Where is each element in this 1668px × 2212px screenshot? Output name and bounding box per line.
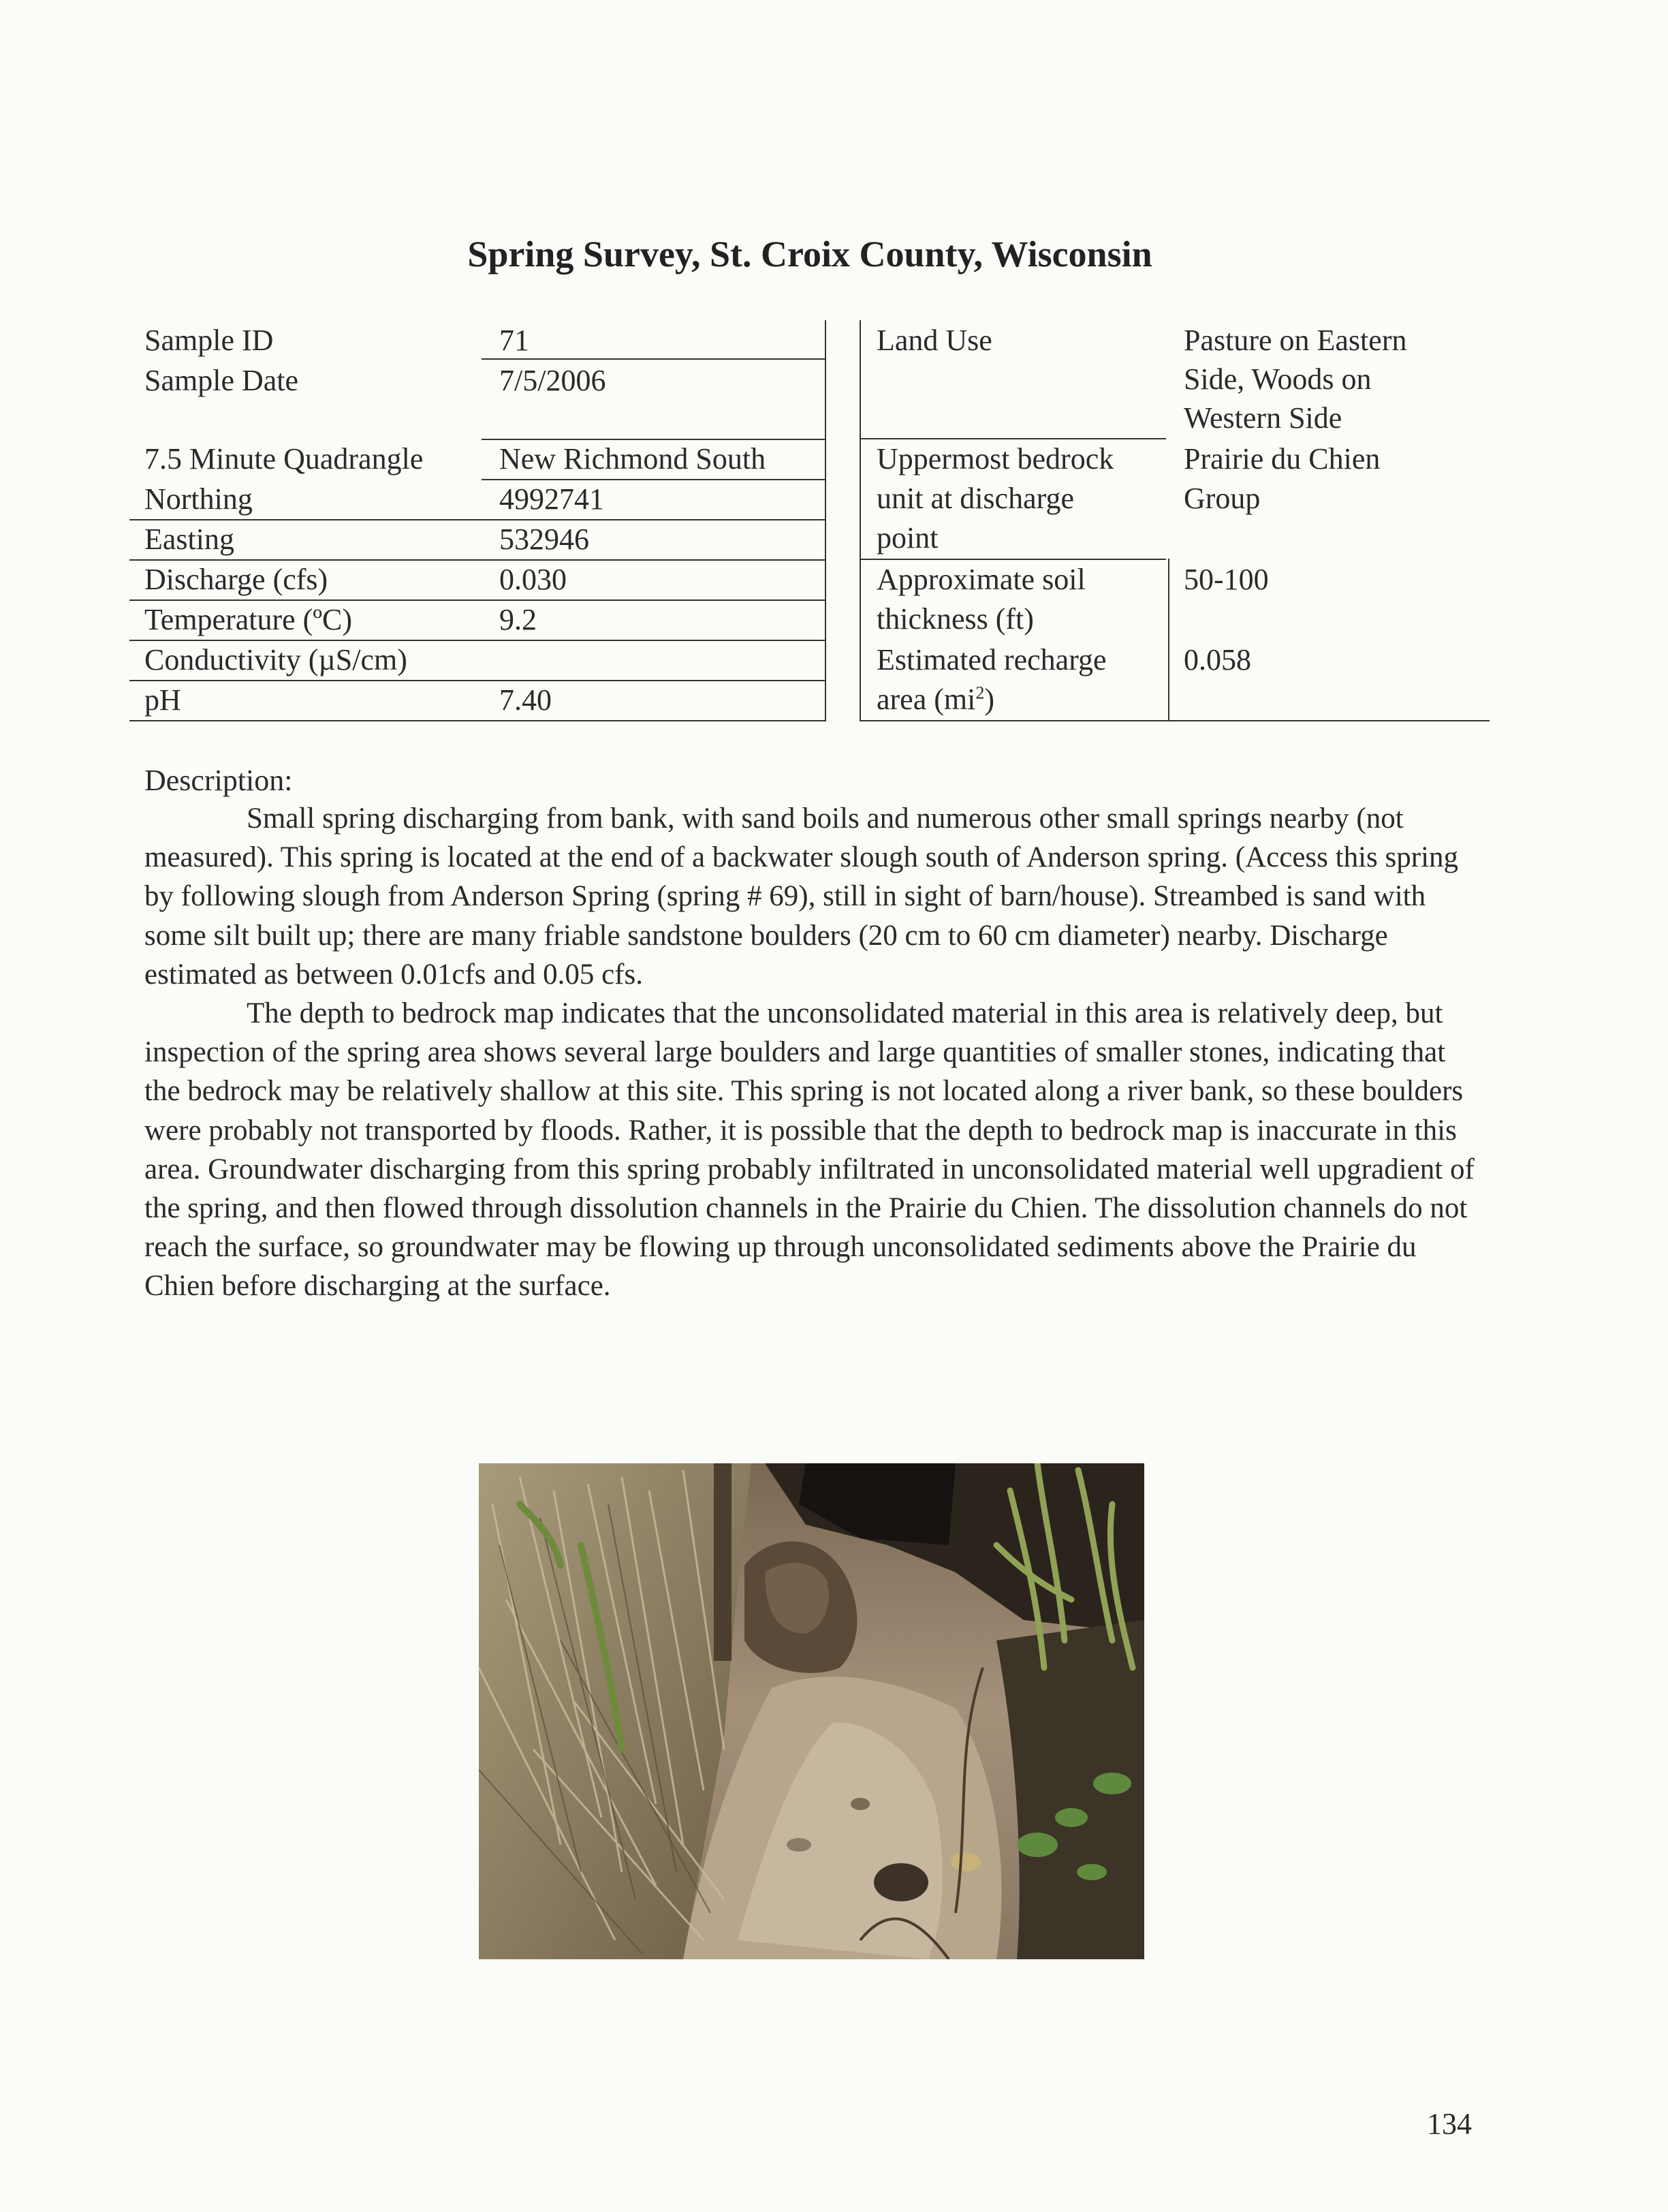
sample-id-label: Sample ID xyxy=(144,324,274,357)
description-paragraph: The depth to bedrock map indicates that the unconsolidated material in this area is relatively deep, but inspection of the spring area shows several large boulders and large quantities of smaller stones, indicating that the bedrock may be relatively shallow at this site. This spring is not located along a river bank, so these boulders were probably not transported by floods. Rather, it is possible that the depth to bedrock map is inaccurate in this area. Groundwater discharging from this spring probably infiltrated in unconsolidated material well upgradient of the spring, and then flowed through dissolution channels in the Prairie du Chien. The dissolution channels do not reach the surface, so groundwater may be flowing up through unconsolidated sediments above the Prairie du Chien before discharging at the surface. xyxy=(144,997,1475,1303)
row-divider xyxy=(129,519,826,520)
sample-date-label: Sample Date xyxy=(144,364,299,397)
column-divider xyxy=(825,320,826,721)
easting-value: 532946 xyxy=(499,523,589,556)
ph-value: 7.40 xyxy=(499,683,552,717)
row-divider xyxy=(482,439,826,440)
row-divider xyxy=(482,479,826,480)
quadrangle-value: New Richmond South xyxy=(499,442,766,476)
quadrangle-label: 7.5 Minute Quadrangle xyxy=(144,442,424,476)
column-divider xyxy=(1168,559,1169,721)
page-title: Spring Survey, St. Croix County, Wisconsin xyxy=(467,234,1152,275)
temperature-value: 9.2 xyxy=(499,603,537,636)
recharge-label-line: Estimated recharge xyxy=(877,643,1107,676)
easting-label: Easting xyxy=(144,523,234,556)
description-body xyxy=(144,799,1479,1306)
description-heading: Description: xyxy=(144,764,293,797)
discharge-label: Discharge (cfs) xyxy=(144,563,328,596)
sample-date-value: 7/5/2006 xyxy=(499,364,606,397)
land-use-value-line: Pasture on Eastern xyxy=(1184,324,1407,357)
recharge-value: 0.058 xyxy=(1184,643,1251,676)
bedrock-value-line: Group xyxy=(1184,482,1261,515)
row-divider xyxy=(860,720,1490,721)
land-use-value-line: Western Side xyxy=(1184,401,1342,435)
ph-label: pH xyxy=(144,683,181,717)
row-divider xyxy=(129,680,826,681)
bedrock-value-line: Prairie du Chien xyxy=(1184,442,1381,476)
soil-value: 50-100 xyxy=(1184,563,1269,596)
description-paragraph: Small spring discharging from bank, with sand boils and numerous other small springs nearby (not measured). This spring is located at the end of a backwater slough south of Anderson spring. (Access this spring by following slough from Anderson Spring (spring # 69), still in sight of barn/house). Streambed is sand with some silt built up; there are many friable sandstone boulders (20 cm to 60 cm diameter) nearby. Discharge estimated as between 0.01cfs and 0.05 cfs. xyxy=(144,803,1459,991)
bedrock-label-line: Uppermost bedrock xyxy=(877,442,1114,476)
row-divider xyxy=(129,720,826,721)
sample-id-value: 71 xyxy=(499,324,529,357)
bedrock-label-line: point xyxy=(877,521,939,555)
spring-photo xyxy=(479,1463,1144,1959)
bedrock-label-line: unit at discharge xyxy=(877,482,1074,515)
row-divider xyxy=(129,640,826,641)
land-use-value-line: Side, Woods on xyxy=(1184,362,1372,396)
row-divider xyxy=(860,438,1166,439)
recharge-label-line: area $(mi^2)$ xyxy=(877,683,994,716)
page-number: 134 xyxy=(1427,2107,1472,2140)
row-divider xyxy=(482,358,826,360)
temperature-label: Temperature (ºC) xyxy=(144,603,352,636)
row-divider xyxy=(129,599,826,601)
soil-label-line: Approximate soil xyxy=(877,563,1086,596)
row-divider xyxy=(129,559,826,561)
northing-value: 4992741 xyxy=(499,482,604,516)
conductivity-label: Conductivity (µS/cm) xyxy=(144,643,407,676)
row-divider xyxy=(860,559,1166,560)
soil-label-line: thickness (ft) xyxy=(877,602,1034,636)
northing-label: Northing xyxy=(144,482,253,516)
column-divider xyxy=(860,320,861,721)
land-use-label: Land Use xyxy=(877,324,992,357)
discharge-value: 0.030 xyxy=(499,563,567,596)
